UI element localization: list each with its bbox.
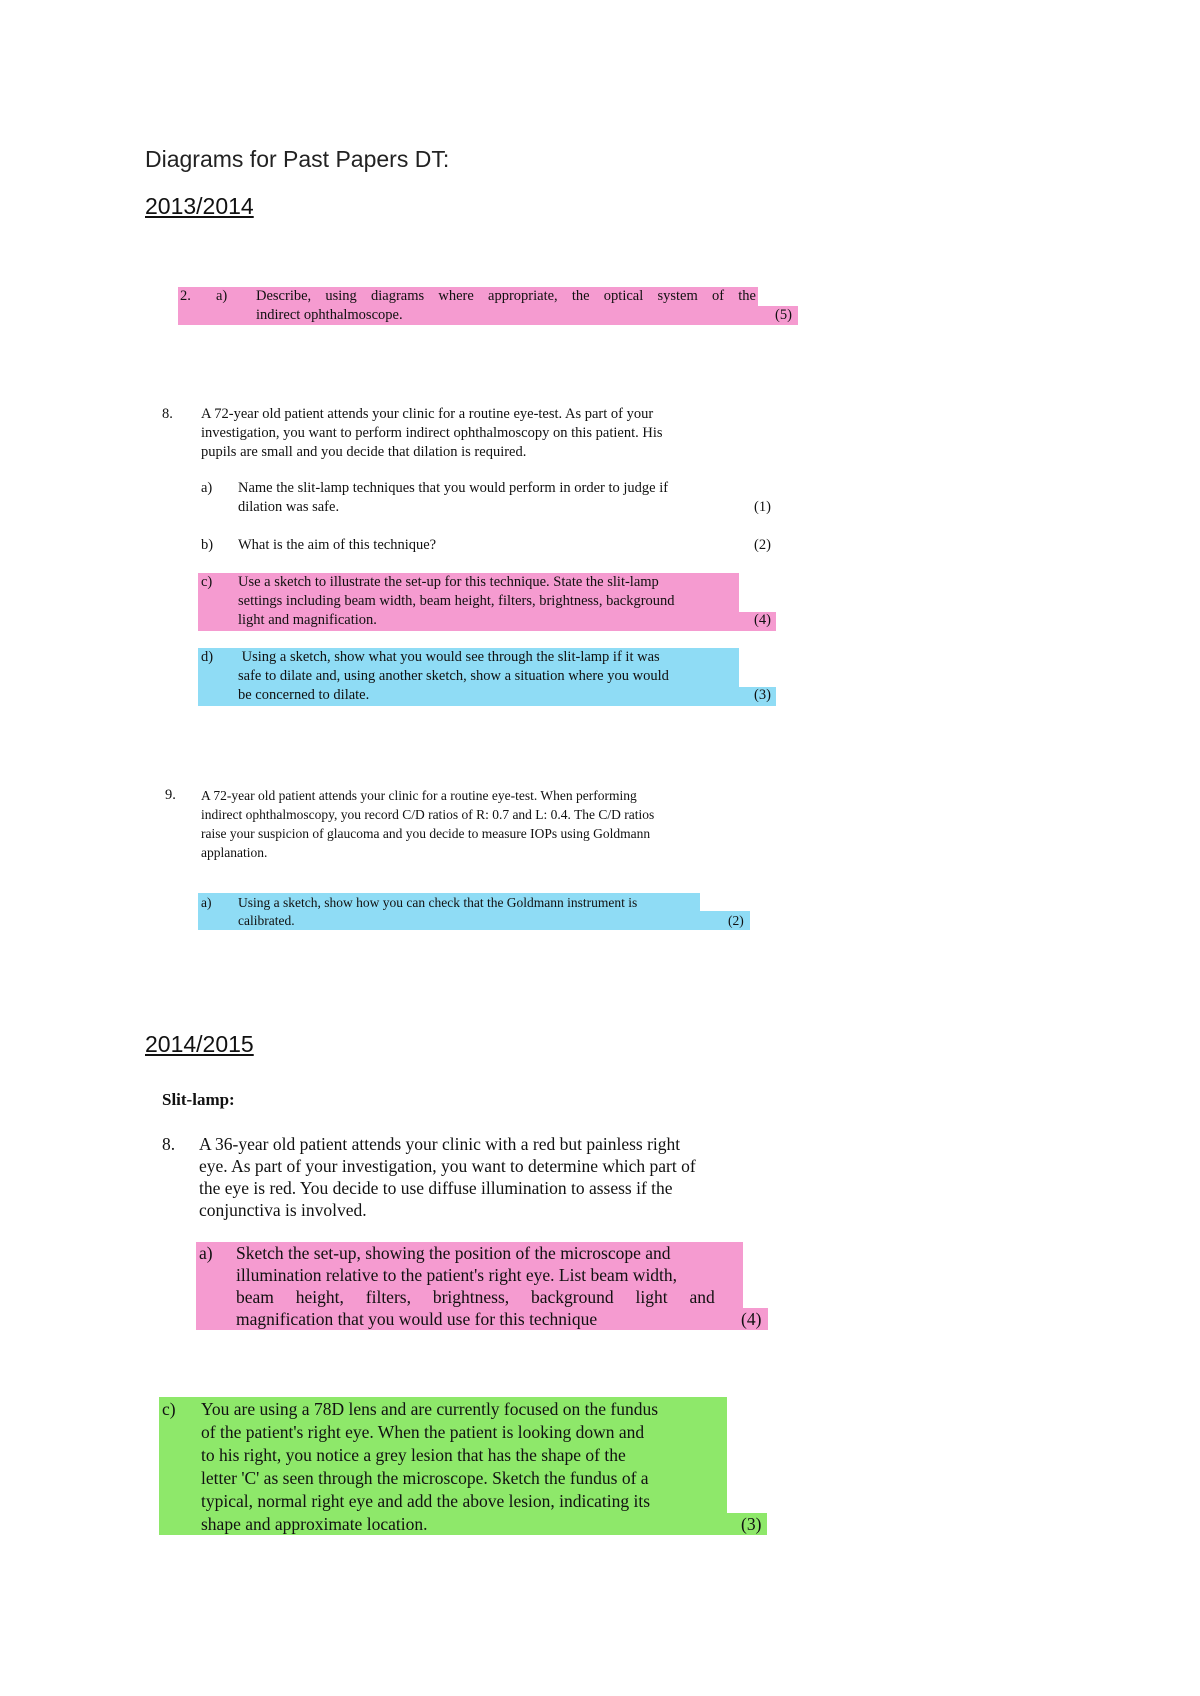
subsection-heading: Slit-lamp:: [162, 1090, 235, 1109]
question-stem-line: pupils are small and you decide that dilation is required.: [201, 444, 527, 460]
question-text-line: Sketch the set-up, showing the position of the microscope and: [236, 1243, 671, 1263]
question-text-line: illumination relative to the patient's right eye. List beam width,: [236, 1265, 678, 1285]
question-text-line: What is the aim of this technique?: [238, 537, 437, 553]
question-text-line: You are using a 78D lens and are currently focused on the fundus: [201, 1399, 658, 1419]
question-stem-line: A 72-year old patient attends your clinic for a routine eye-test. As part of your: [201, 406, 654, 422]
question-stem-line: raise your suspicion of glaucoma and you decide to measure IOPs using Goldmann: [201, 826, 651, 841]
question-text-line: shape and approximate location.: [201, 1514, 428, 1534]
question-text-line: dilation was safe.: [238, 499, 340, 515]
question-stem-line: eye. As part of your investigation, you want to determine which part of: [199, 1156, 696, 1176]
question-text-line: beam height, filters, brightness, background light and: [236, 1287, 715, 1307]
question-number: 9.: [165, 787, 176, 803]
question-part-label: a): [201, 895, 212, 910]
section-year-heading: 2014/2015: [145, 1031, 254, 1057]
question-text-line: to his right, you notice a grey lesion that has the shape of the: [201, 1445, 626, 1465]
section-year-heading: 2013/2014: [145, 193, 254, 219]
question-text-line: Use a sketch to illustrate the set-up for this technique. State the slit-lamp: [238, 574, 659, 590]
question-text-line: safe to dilate and, using another sketch, show a situation where you would: [238, 668, 669, 684]
question-number: 8.: [162, 1134, 176, 1154]
question-stem-line: indirect ophthalmoscopy, you record C/D ratios of R: 0.7 and L: 0.4. The C/D ratios: [201, 807, 655, 822]
question-text-line: Name the slit-lamp techniques that you would perform in order to judge if: [238, 480, 669, 496]
question-text-line: of the patient's right eye. When the patient is looking down and: [201, 1422, 645, 1442]
question-part-label: b): [201, 537, 214, 553]
question-text-line: indirect ophthalmoscope.: [256, 307, 403, 323]
question-stem-line: A 36-year old patient attends your clinic with a red but painless right: [199, 1134, 681, 1154]
question-part-label: c): [201, 574, 213, 590]
question-stem-line: A 72-year old patient attends your clinic for a routine eye-test. When performing: [201, 788, 637, 803]
page-title: Diagrams for Past Papers DT:: [145, 146, 450, 172]
question-mark: (5): [775, 307, 792, 323]
question-text-line: calibrated.: [238, 913, 295, 928]
question-number: 2.: [180, 288, 191, 304]
question-part-label: a): [199, 1243, 213, 1263]
question-stem-line: conjunctiva is involved.: [199, 1200, 367, 1220]
question-mark: (1): [754, 499, 771, 515]
question-text-line: typical, normal right eye and add the above lesion, indicating its: [201, 1491, 651, 1511]
question-number: 8.: [162, 406, 173, 422]
question-stem-line: the eye is red. You decide to use diffuse illumination to assess if the: [199, 1178, 673, 1198]
question-mark: (4): [741, 1309, 762, 1329]
question-mark: (4): [754, 612, 771, 628]
question-stem-line: applanation.: [201, 845, 268, 860]
question-part-label: a): [216, 288, 228, 304]
question-text-line: magnification that you would use for this technique: [236, 1309, 598, 1329]
question-stem-line: investigation, you want to perform indirect ophthalmoscopy on this patient. His: [201, 425, 663, 441]
question-text-line: Using a sketch, show what you would see through the slit-lamp if it was: [238, 649, 660, 665]
question-part-label: a): [201, 480, 213, 496]
question-part-label: d): [201, 649, 214, 665]
question-mark: (2): [754, 537, 771, 553]
question-mark: (3): [741, 1514, 762, 1534]
question-text-line: settings including beam width, beam height, filters, brightness, background: [238, 593, 675, 609]
question-text-line: Describe, using diagrams where appropriate, the optical system of the: [256, 288, 756, 304]
question-mark: (2): [728, 913, 744, 928]
question-text-line: letter 'C' as seen through the microscope. Sketch the fundus of a: [201, 1468, 649, 1488]
question-text-line: light and magnification.: [238, 612, 377, 628]
question-part-label: c): [162, 1399, 176, 1419]
question-text-line: Using a sketch, show how you can check that the Goldmann instrument is: [238, 895, 638, 910]
question-text-line: be concerned to dilate.: [238, 687, 370, 703]
question-mark: (3): [754, 687, 771, 703]
